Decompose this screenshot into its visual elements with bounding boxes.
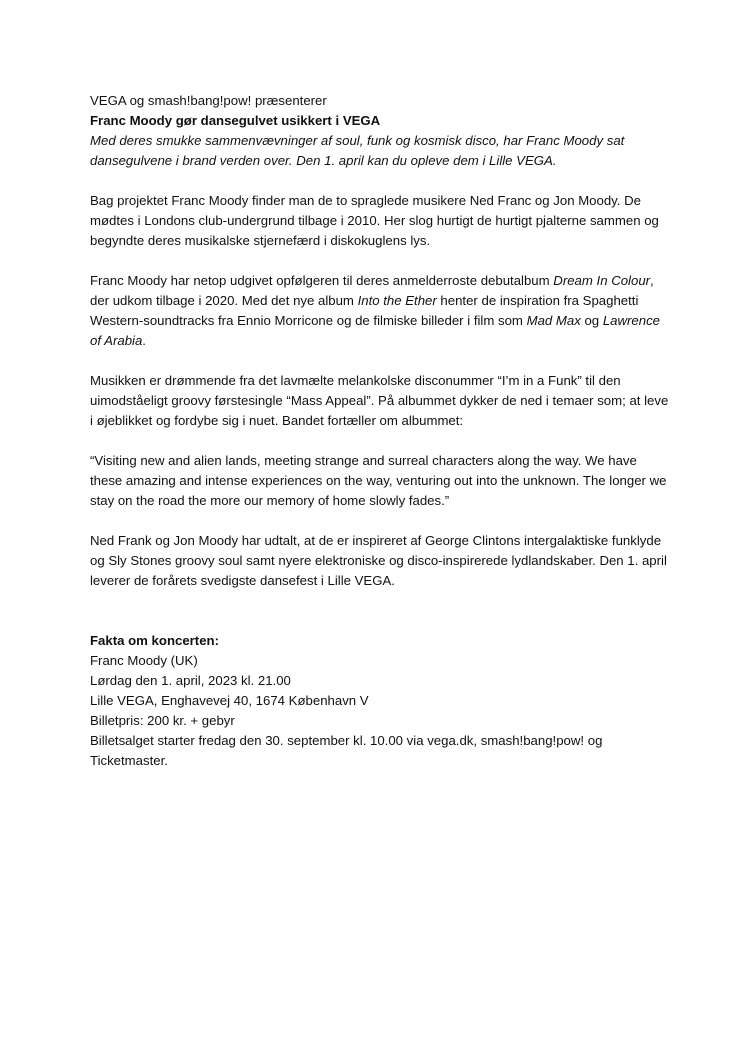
album-title-debut: Dream In Colour <box>553 273 651 288</box>
facts-artist: Franc Moody (UK) <box>90 653 198 668</box>
paragraph-intro: Bag projektet Franc Moody finder man de to spraglede musikere Ned Franc og Jon Moody. De mødtes i Londons club-undergrund tilbage i 2010. Her slog hurtigt de hurtigt pjalterne sammen og begyndte deres musikalske stjernefærd i diskokuglens lys. <box>90 193 659 248</box>
paragraph-inspiration: Ned Frank og Jon Moody har udtalt, at de er inspireret af George Clintons intergalaktiske funklyde og Sly Stones groovy soul samt nyere elektroniske og disco-inspirerede lydlandskaber. Den 1. april leverer de forårets svedigste dansefest i Lille VEGA. <box>90 533 667 588</box>
album-text-3: henter de inspiration fra Spaghetti Western-soundtracks fra Ennio Morricone og de filmiske billeder i film som <box>90 293 639 328</box>
film-title-mad-max: Mad Max <box>526 313 581 328</box>
facts-date: Lørdag den 1. april, 2023 kl. 21.00 <box>90 673 291 688</box>
film-title-lawrence: Lawrence of Arabia <box>90 313 660 348</box>
paragraph-album <box>90 271 670 351</box>
concert-facts <box>90 631 670 771</box>
facts-heading: Fakta om koncerten: <box>90 633 219 648</box>
facts-sale: Billetsalget starter fredag den 30. september kl. 10.00 via vega.dk, smash!bang!pow! og Ticketmaster. <box>90 733 603 768</box>
facts-price: Billetpris: 200 kr. + gebyr <box>90 713 235 728</box>
document-page <box>90 91 670 771</box>
album-text-1: Franc Moody har netop udgivet opfølgeren til deres anmelderroste debutalbum <box>90 273 554 288</box>
album-text-4: og <box>580 313 603 328</box>
lead-paragraph: Med deres smukke sammenvævninger af soul, funk og kosmisk disco, har Franc Moody sat dansegulvene i brand verden over. Den 1. april kan du opleve dem i Lille VEGA. <box>90 133 625 168</box>
presenter-line: VEGA og smash!bang!pow! præsenterer <box>90 93 327 108</box>
band-quote: “Visiting new and alien lands, meeting strange and surreal characters along the way. We have these amazing and intense experiences on the way, venturing out into the unknown. The longer we stay on the road the more our memory of home slowly fades.” <box>90 453 667 508</box>
album-title-new: Into the Ether <box>357 293 437 308</box>
album-text-2: , der udkom tilbage i 2020. Med det nye album <box>90 273 654 308</box>
headline: Franc Moody gør dansegulvet usikkert i VEGA <box>90 113 381 128</box>
facts-venue: Lille VEGA, Enghavevej 40, 1674 København V <box>90 693 369 708</box>
album-text-5: . <box>142 333 146 348</box>
paragraph-music: Musikken er drømmende fra det lavmælte melankolske disconummer “I’m in a Funk” til den uimodståeligt groovy førstesingle “Mass Appeal”. På albummet dykker de ned i temaer som; at leve i øjeblikket og fordybe sig i nuet. Bandet fortæller om albummet: <box>90 373 669 428</box>
